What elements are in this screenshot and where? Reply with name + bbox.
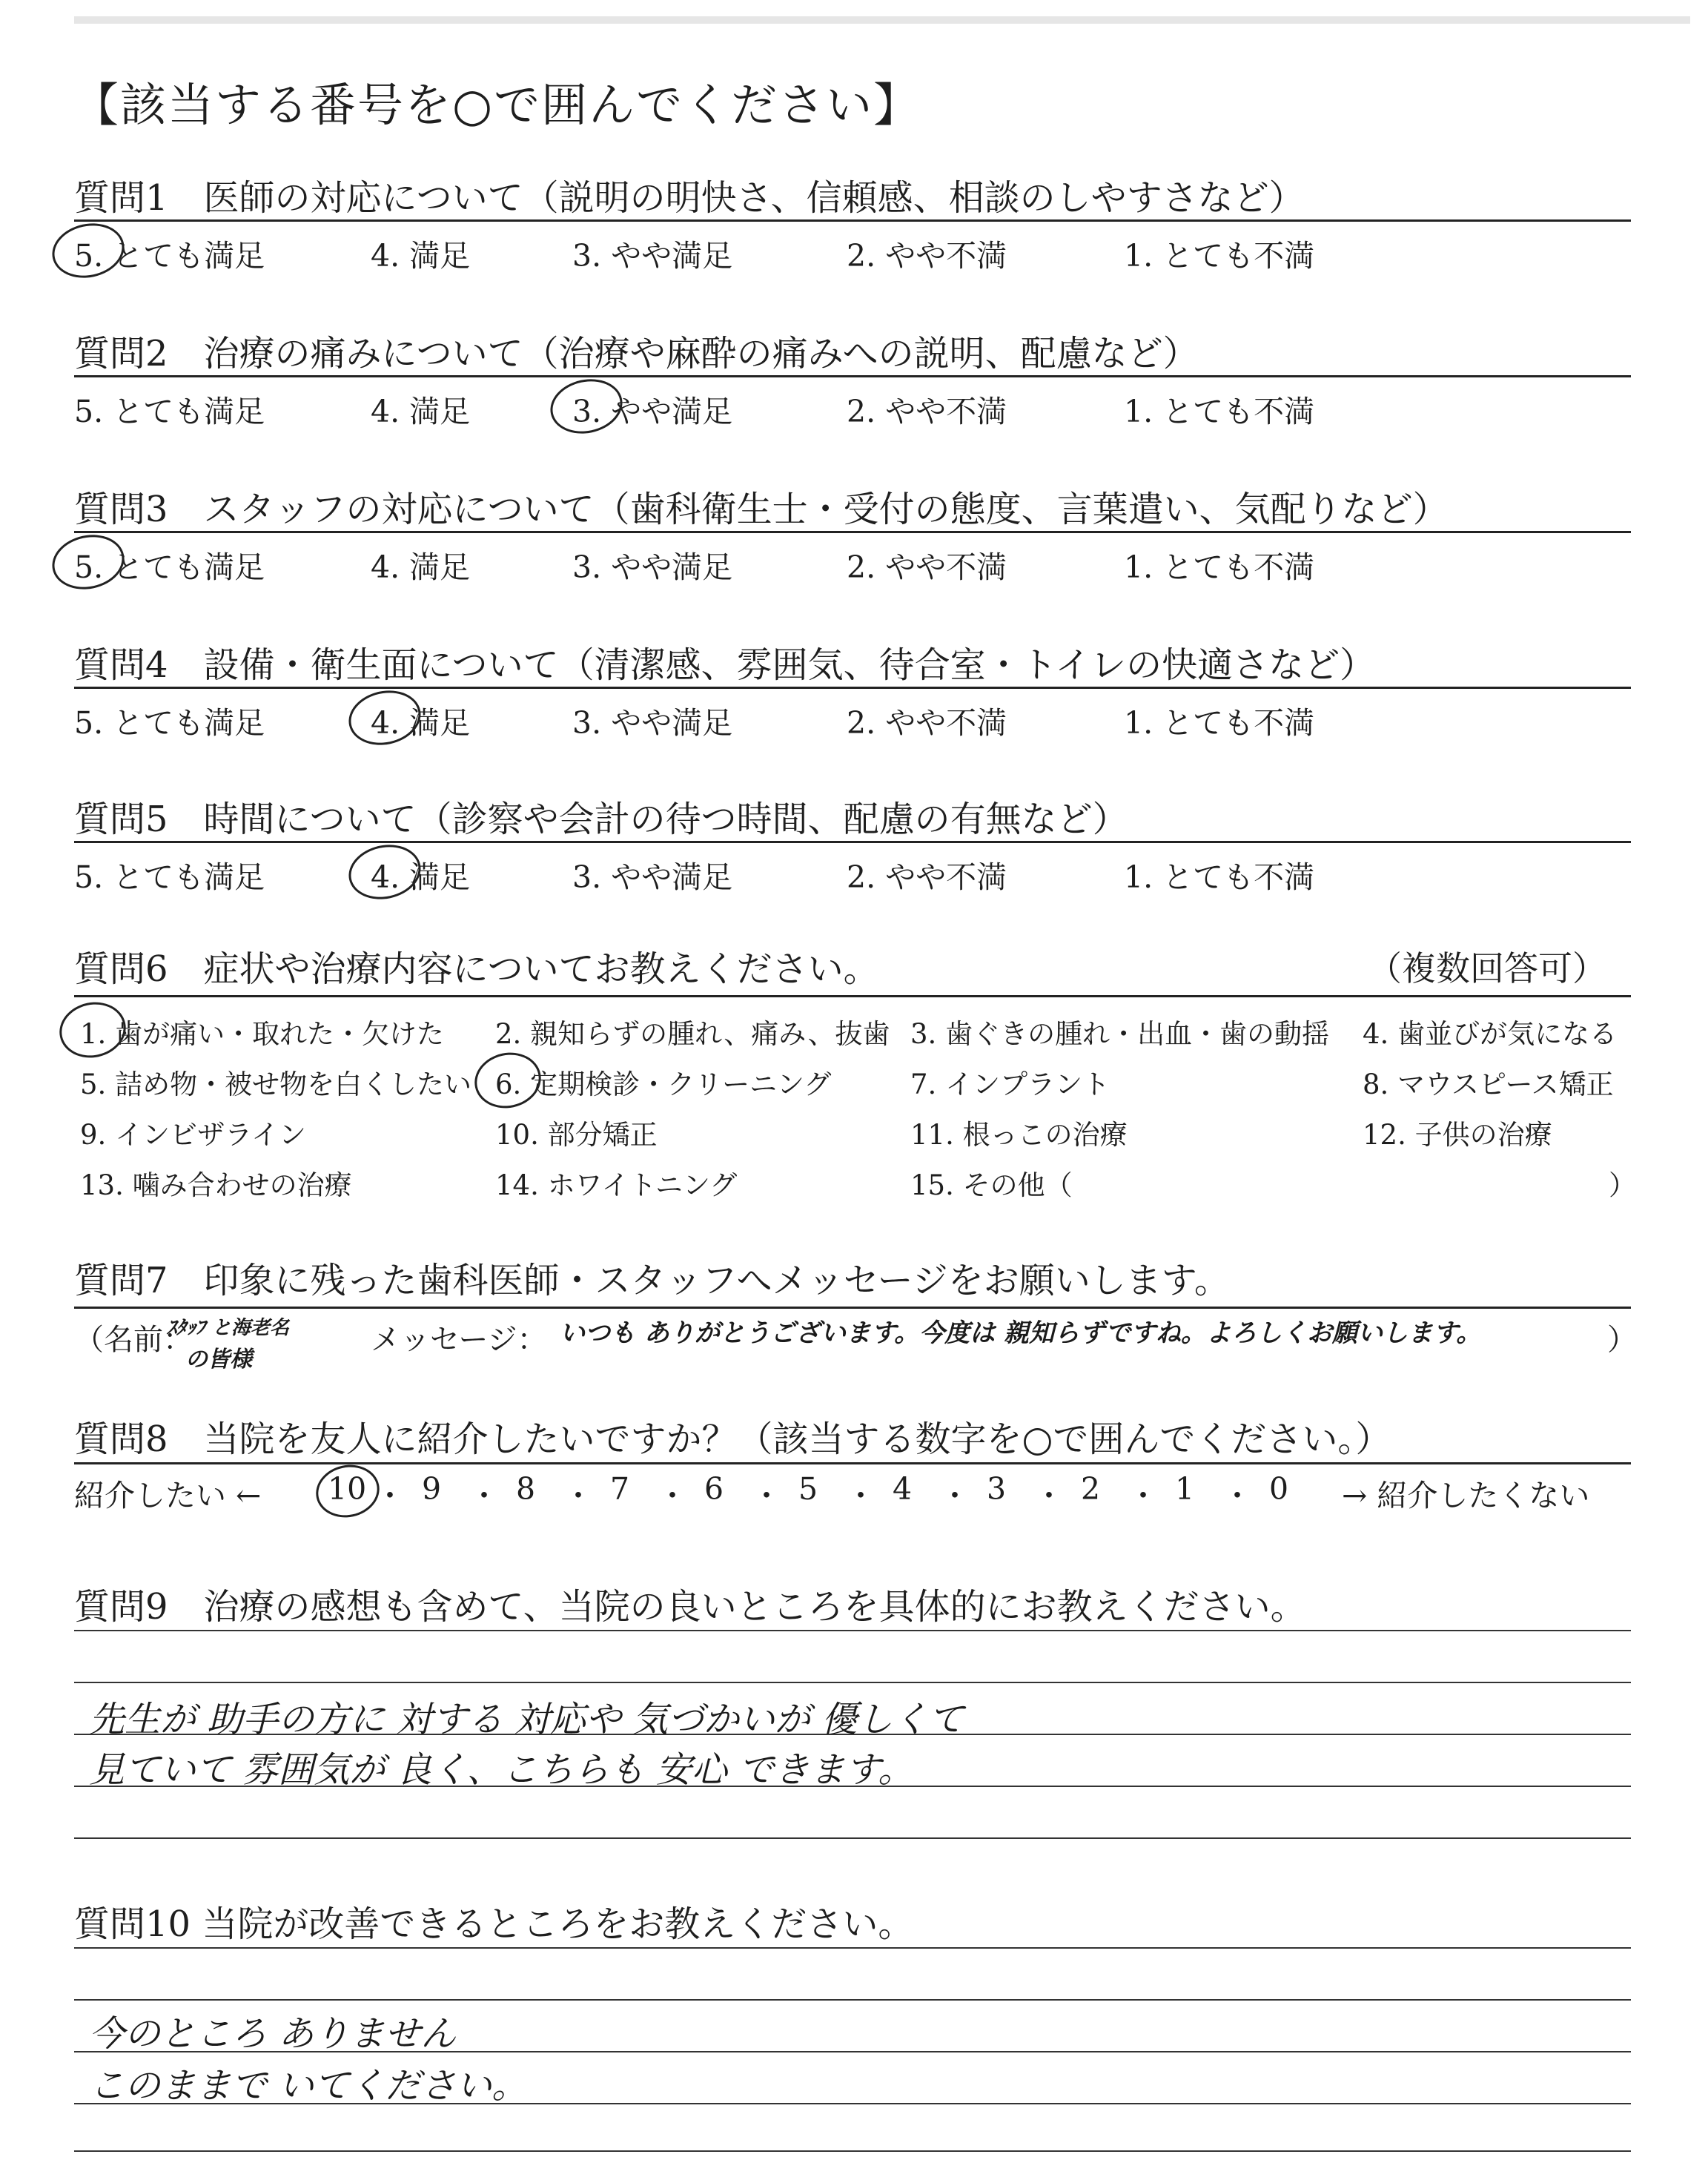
q4-option[interactable]: 5. とても満足 <box>74 705 265 741</box>
q10-title: 質問10 当院が改善できるところをお教えください。 <box>74 1903 914 1945</box>
q8-title: 質問8 当院を友人に紹介したいですか？（該当する数字を○で囲んでください。） <box>74 1418 1391 1460</box>
scale-separator: ・ <box>374 1478 406 1513</box>
q7-name-hand-2[interactable]: の皆様 <box>185 1347 252 1373</box>
scale-number[interactable]: 7 <box>610 1471 630 1507</box>
q1-option[interactable]: 4. 満足 <box>371 238 471 274</box>
scale-number[interactable]: 1 <box>1175 1471 1195 1507</box>
q6-other-close: ） <box>1609 1169 1636 1201</box>
q5-rule <box>74 841 1631 843</box>
scale-number[interactable]: 6 <box>704 1471 724 1507</box>
q6-option[interactable]: 9. インビザライン <box>80 1119 306 1151</box>
q10-line <box>74 2150 1631 2152</box>
q2-rule <box>74 375 1631 377</box>
q9-line <box>74 1682 1631 1683</box>
q2-title: 質問2 治療の痛みについて（治療や麻酔の痛みへの説明、配慮など） <box>74 333 1199 374</box>
q8-rule <box>74 1462 1631 1464</box>
q6-option[interactable]: 2. 親知らずの腫れ、痛み、抜歯 <box>495 1018 890 1050</box>
q4-option[interactable]: 2. やや不満 <box>847 705 1007 741</box>
q7-title: 質問7 印象に残った歯科医師・スタッフへメッセージをお願いします。 <box>74 1260 1230 1301</box>
selection-circle <box>469 1046 546 1114</box>
q1-option[interactable]: 3. やや満足 <box>572 238 733 274</box>
q5-option[interactable]: 3. やや満足 <box>572 859 733 895</box>
selection-circle <box>54 996 130 1063</box>
q2-option[interactable]: 5. とても満足 <box>74 394 265 429</box>
q10-line <box>74 1947 1631 1949</box>
scale-separator: ・ <box>469 1478 500 1513</box>
q1-rule <box>74 219 1631 222</box>
q6-rule <box>74 995 1631 997</box>
q6-option[interactable]: 8. マウスピース矯正 <box>1363 1069 1614 1100</box>
q2-option[interactable]: 4. 満足 <box>371 394 471 429</box>
selection-circle <box>311 1459 385 1523</box>
q1-option[interactable]: 2. やや不満 <box>847 238 1007 274</box>
scale-number[interactable]: 10 <box>328 1471 367 1507</box>
q6-option[interactable]: 12. 子供の治療 <box>1363 1119 1552 1151</box>
q6-option[interactable]: 11. 根っこの治療 <box>910 1119 1128 1151</box>
q6-option[interactable]: 4. 歯並びが気になる <box>1363 1018 1618 1050</box>
q10-line <box>74 1999 1631 2001</box>
q3-option[interactable]: 3. やや満足 <box>572 549 733 585</box>
q3-option[interactable]: 2. やや不満 <box>847 549 1007 585</box>
scale-number[interactable]: 5 <box>798 1471 818 1507</box>
scale-number[interactable]: 4 <box>893 1471 913 1507</box>
q6-option[interactable]: 7. インプラント <box>910 1069 1110 1100</box>
q7-message-label: メッセージ： <box>371 1323 547 1357</box>
q6-title: 質問6 症状や治療内容についてお教えください。 <box>74 948 879 990</box>
q3-title: 質問3 スタッフの対応について（歯科衛生士・受付の態度、言葉遣い、気配りなど） <box>74 489 1449 530</box>
scale-separator: ・ <box>1128 1478 1159 1513</box>
scale-number[interactable]: 0 <box>1269 1471 1289 1507</box>
scale-separator: ・ <box>1033 1478 1065 1513</box>
q7-name-hand-1[interactable]: ｽﾀｯﾌ と海老名 <box>167 1317 290 1339</box>
q9-answer-line-1[interactable]: 先生が 助手の方に 対する 対応や 気づかいが 優しくて <box>89 1699 964 1740</box>
q5-option[interactable]: 4. 満足 <box>371 859 471 895</box>
q4-title: 質問4 設備・衛生面について（清潔感、雰囲気、待合室・トイレの快適さなど） <box>74 644 1376 686</box>
scale-number[interactable]: 2 <box>1081 1471 1101 1507</box>
scale-number[interactable]: 9 <box>422 1471 442 1507</box>
q5-option[interactable]: 2. やや不満 <box>847 859 1007 895</box>
q6-option[interactable]: 13. 噛み合わせの治療 <box>80 1169 352 1201</box>
scale-number[interactable]: 3 <box>987 1471 1007 1507</box>
scale-number[interactable]: 8 <box>516 1471 536 1507</box>
q7-message-hand[interactable]: いつも ありがとうございます。今度は 親知らずですね。よろしくお願いします。 <box>560 1318 1482 1348</box>
q4-rule <box>74 687 1631 689</box>
q6-option[interactable]: 3. 歯ぐきの腫れ・出血・歯の動揺 <box>910 1018 1330 1050</box>
scale-separator: ・ <box>751 1478 782 1513</box>
q7-close-paren: ） <box>1607 1323 1637 1357</box>
q5-title: 質問5 時間について（診察や会計の待つ時間、配慮の有無など） <box>74 799 1128 840</box>
q1-option[interactable]: 5. とても満足 <box>74 238 265 274</box>
scale-separator: ・ <box>657 1478 688 1513</box>
q3-option[interactable]: 5. とても満足 <box>74 549 265 585</box>
scale-separator: ・ <box>563 1478 594 1513</box>
q6-option[interactable]: 14. ホワイトニング <box>495 1169 738 1201</box>
q6-option[interactable]: 10. 部分矯正 <box>495 1119 658 1151</box>
q3-option[interactable]: 4. 満足 <box>371 549 471 585</box>
q3-option[interactable]: 1. とても不満 <box>1124 549 1315 585</box>
q6-option[interactable]: 15. その他（ <box>910 1169 1073 1201</box>
scan-edge <box>74 16 1690 24</box>
q5-option[interactable]: 1. とても不満 <box>1124 859 1315 895</box>
q8-left-label: 紹介したい ← <box>74 1478 262 1513</box>
q4-option[interactable]: 4. 満足 <box>371 705 471 741</box>
q9-line <box>74 1837 1631 1839</box>
q10-answer-line-1[interactable]: 今のところ ありません <box>89 2013 457 2055</box>
q2-option[interactable]: 1. とても不満 <box>1124 394 1315 429</box>
q3-rule <box>74 531 1631 533</box>
q4-option[interactable]: 3. やや満足 <box>572 705 733 741</box>
q5-option[interactable]: 5. とても満足 <box>74 859 265 895</box>
q9-title: 質問9 治療の感想も含めて、当院の良いところを具体的にお教えください。 <box>74 1586 1306 1628</box>
q10-answer-line-2[interactable]: このままで いてください。 <box>89 2065 528 2107</box>
scale-separator: ・ <box>845 1478 876 1513</box>
q8-right-label: → 紹介したくない <box>1342 1478 1590 1513</box>
scale-separator: ・ <box>939 1478 970 1513</box>
q7-rule <box>74 1307 1631 1309</box>
scale-separator: ・ <box>1222 1478 1253 1513</box>
q6-option[interactable]: 1. 歯が痛い・取れた・欠けた <box>80 1018 445 1050</box>
q7-name-label: （名前： <box>74 1323 193 1357</box>
q6-note: （複数回答可） <box>1368 948 1606 988</box>
q9-line <box>74 1630 1631 1631</box>
q1-title: 質問1 医師の対応について（説明の明快さ、信頼感、相談のしやすさなど） <box>74 177 1305 219</box>
q6-option[interactable]: 5. 詰め物・被せ物を白くしたい <box>80 1069 472 1100</box>
q1-option[interactable]: 1. とても不満 <box>1124 238 1315 274</box>
q6-option[interactable]: 6. 定期検診・クリーニング <box>495 1069 832 1100</box>
q4-option[interactable]: 1. とても不満 <box>1124 705 1315 741</box>
q9-answer-line-2[interactable]: 見ていて 雰囲気が 良く、こちらも 安心 できます。 <box>89 1749 914 1791</box>
q2-option[interactable]: 3. やや満足 <box>572 394 733 429</box>
q2-option[interactable]: 2. やや不満 <box>847 394 1007 429</box>
page-header: 【該当する番号を○で囲んでください】 <box>73 78 921 132</box>
